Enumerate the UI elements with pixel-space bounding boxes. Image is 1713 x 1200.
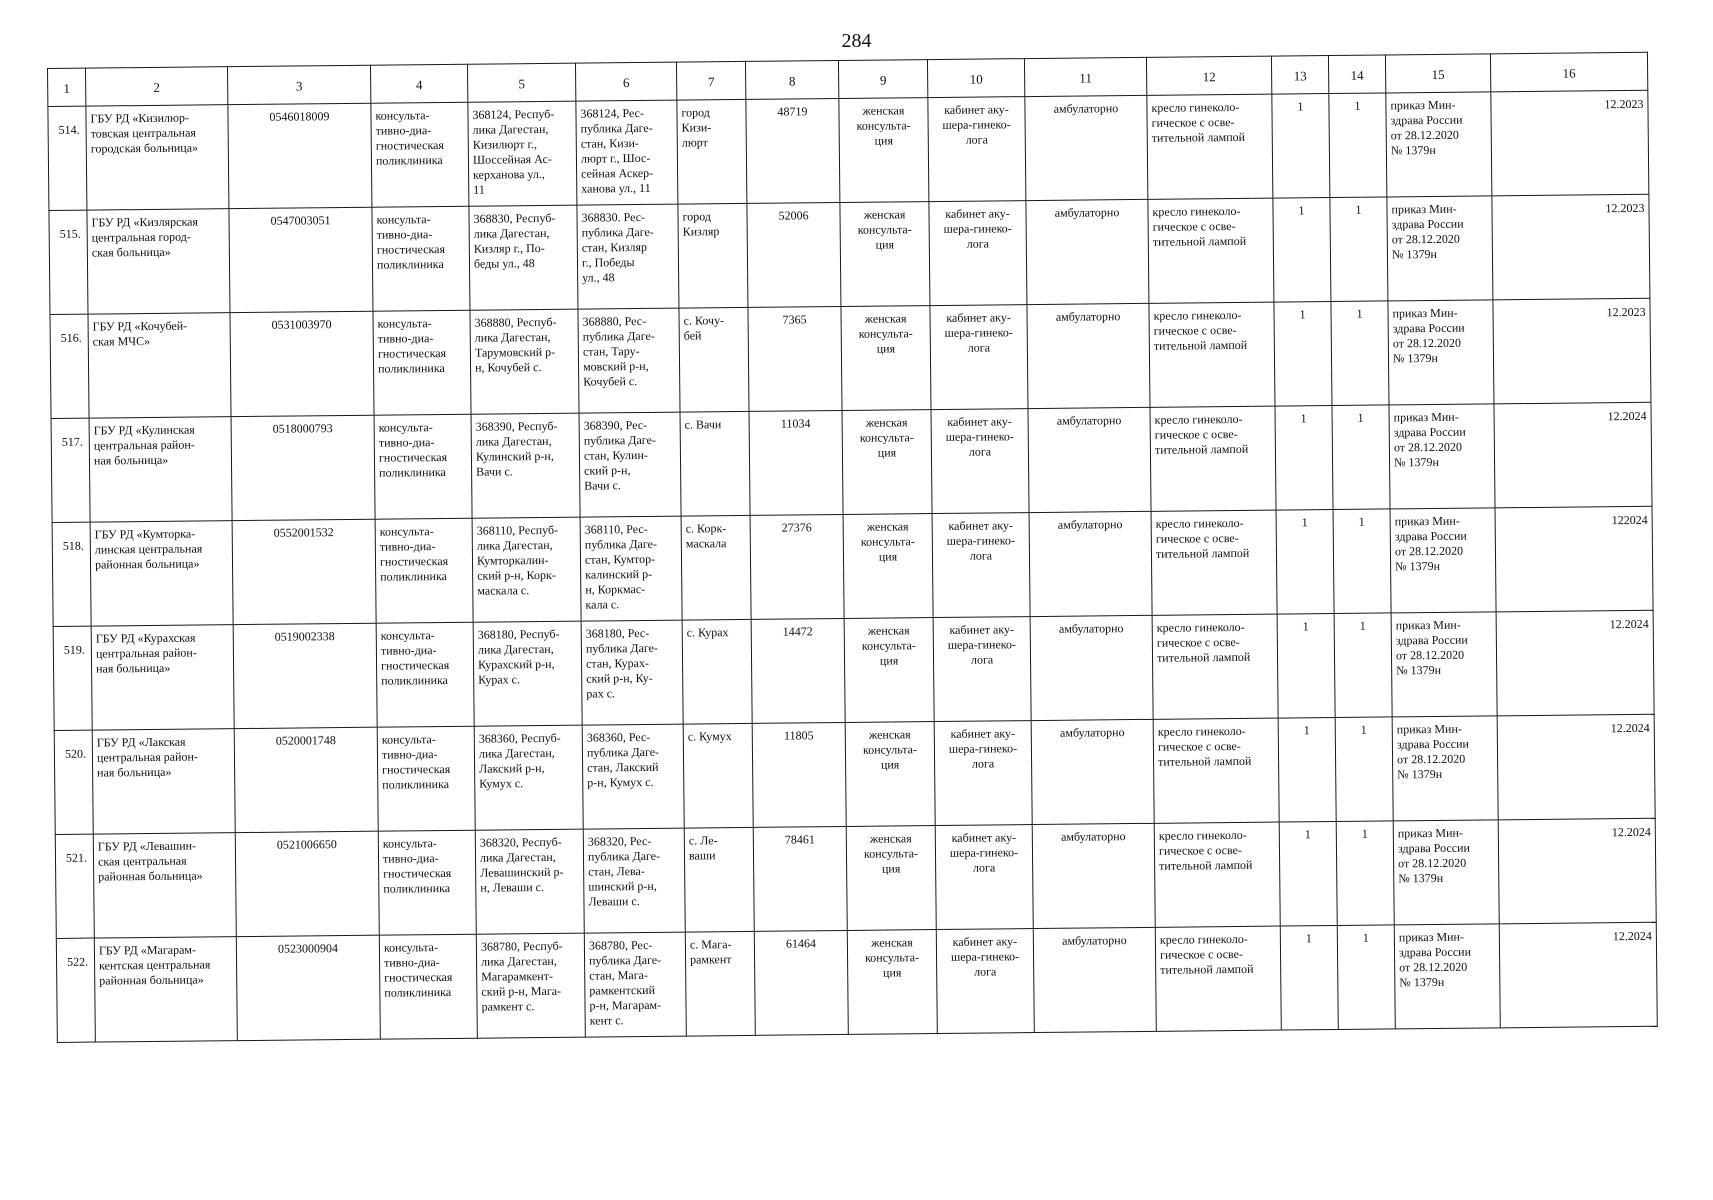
page-number: 284	[841, 30, 872, 52]
inn-code: 0519002338	[233, 623, 377, 728]
header-cell: 5	[467, 63, 575, 102]
order-reference: приказ Мин- здрава России от 28.12.2020 № 1379н	[1386, 92, 1492, 197]
organization-name: ГБУ РД «Кизилюр- товская центральная городская больница»	[86, 105, 229, 210]
header-cell: 15	[1385, 54, 1490, 93]
header-cell: 4	[370, 64, 467, 103]
department-profile: женская консульта- ция	[841, 306, 931, 411]
population: 11805	[752, 722, 846, 827]
locality: с. Кочу- бей	[679, 307, 749, 412]
population: 11034	[749, 410, 843, 515]
facility-type: консульта- тивно-диа- гностическая поликлиника	[375, 518, 473, 623]
organization-name: ГБУ РД «Курахская центральная район- ная больница»	[91, 625, 234, 730]
column-13-value: 1	[1280, 925, 1338, 1030]
header-cell: 14	[1328, 55, 1385, 94]
inn-code: 0547003051	[229, 207, 373, 312]
equipment-name: кресло гинеколо- гическое с осве- тительной лампой	[1150, 406, 1276, 511]
equipment-name: кресло гинеколо- гическое с осве- тительной лампой	[1155, 926, 1281, 1031]
column-14-value: 1	[1336, 821, 1394, 926]
header-cell: 16	[1490, 52, 1647, 92]
row-number: 522.	[56, 938, 95, 1042]
care-form: амбулаторно	[1030, 615, 1153, 720]
equipment-name: кресло гинеколо- гическое с осве- тительной лампой	[1153, 718, 1279, 823]
organization-name: ГБУ РД «Кулинская центральная район- ная больница»	[89, 417, 232, 522]
deadline-date: 12.2024	[1498, 818, 1656, 924]
row-number: 519.	[53, 626, 92, 730]
column-13-value: 1	[1277, 613, 1335, 718]
column-13-value: 1	[1276, 510, 1334, 615]
table-row	[56, 922, 1657, 1042]
actual-address: 368320, Рес- публика Даге- стан, Лева- шинский р-н, Леваши с.	[583, 828, 685, 933]
table-body	[48, 90, 1657, 1042]
organization-name: ГБУ РД «Кочубей- ская МЧС»	[88, 313, 231, 418]
order-reference: приказ Мин- здрава России от 28.12.2020 № 1379н	[1387, 196, 1493, 301]
equipment-name: кресло гинеколо- гическое с осве- тительной лампой	[1147, 94, 1273, 199]
department-profile: женская консульта- ция	[840, 202, 930, 307]
inn-code: 0520001748	[234, 727, 378, 832]
inn-code: 0546018009	[228, 103, 372, 208]
row-number: 517.	[51, 418, 90, 522]
room-name: кабинет аку- шера-гинеко- лога	[928, 97, 1026, 202]
room-name: кабинет аку- шера-гинеко- лога	[934, 721, 1032, 826]
legal-address: 368360, Респуб- лика Дагестан, Лакский р-н, Кумух с.	[474, 725, 583, 830]
equipment-name: кресло гинеколо- гическое с осве- тительной лампой	[1154, 822, 1280, 927]
actual-address: 368390, Рес- публика Даге- стан, Кулин- ский р-н, Вачи с.	[579, 412, 681, 517]
table-row	[51, 402, 1652, 522]
department-profile: женская консульта- ция	[844, 618, 934, 723]
population: 48719	[746, 98, 840, 203]
legal-address: 368390, Респуб- лика Дагестан, Кулинский р-н, Вачи с.	[471, 413, 580, 518]
room-name: кабинет аку- шера-гинеко- лога	[931, 409, 1029, 514]
table-row	[50, 298, 1651, 418]
locality: с. Кумух	[683, 723, 753, 828]
department-profile: женская консульта- ция	[847, 930, 937, 1035]
column-13-value: 1	[1279, 821, 1337, 926]
care-form: амбулаторно	[1026, 199, 1149, 304]
column-14-value: 1	[1337, 925, 1395, 1030]
header-cell: 7	[676, 61, 745, 100]
facility-type: консульта- тивно-диа- гностическая поликлиника	[378, 830, 476, 935]
row-number: 518.	[52, 522, 91, 626]
table-row	[52, 506, 1653, 626]
organization-name: ГБУ РД «Лакская центральная район- ная больница»	[92, 729, 235, 834]
deadline-date: 12.2024	[1496, 610, 1654, 716]
care-form: амбулаторно	[1029, 511, 1152, 616]
department-profile: женская консульта- ция	[843, 514, 933, 619]
inn-code: 0521006650	[235, 831, 379, 936]
header-cell: 8	[745, 60, 838, 99]
legal-address: 368110, Респуб- лика Дагестан, Кумторкалин- ский р-н, Корк- маскала с.	[472, 517, 581, 622]
department-profile: женская консульта- ция	[839, 98, 929, 203]
inn-code: 0518000793	[231, 415, 375, 520]
header-cell: 10	[927, 59, 1024, 98]
locality: с. Корк- маскала	[681, 515, 751, 620]
department-profile: женская консульта- ция	[842, 410, 932, 515]
care-form: амбулаторно	[1032, 823, 1155, 928]
legal-address: 368124, Респуб- лика Дагестан, Кизилюрт г., Шоссейная Ас- керханова ул., 11	[468, 101, 577, 206]
row-number: 520.	[54, 730, 93, 834]
deadline-date: 12.2024	[1494, 402, 1652, 508]
actual-address: 368180, Рес- публика Даге- стан, Курах- ский р-н, Ку- рах с.	[581, 620, 683, 725]
room-name: кабинет аку- шера-гинеко- лога	[930, 305, 1028, 410]
header-cell: 12	[1146, 56, 1271, 95]
inn-code: 0531003970	[230, 311, 374, 416]
table-row	[48, 90, 1649, 210]
inn-code: 0523000904	[236, 935, 380, 1040]
order-reference: приказ Мин- здрава России от 28.12.2020 № 1379н	[1394, 924, 1500, 1029]
locality: с. Вачи	[680, 411, 750, 516]
population: 7365	[748, 306, 842, 411]
care-form: амбулаторно	[1025, 95, 1148, 200]
table-row	[54, 714, 1655, 834]
order-reference: приказ Мин- здрава России от 28.12.2020 № 1379н	[1390, 508, 1496, 613]
facility-type: консульта- тивно-диа- гностическая поликлиника	[372, 206, 470, 311]
header-cell: 2	[86, 67, 228, 106]
equipment-name: кресло гинеколо- гическое с осве- тительной лампой	[1152, 614, 1278, 719]
deadline-date: 12.2024	[1497, 714, 1655, 820]
room-name: кабинет аку- шера-гинеко- лога	[929, 201, 1027, 306]
deadline-date: 12.2023	[1493, 298, 1651, 404]
facility-type: консульта- тивно-диа- гностическая поликлиника	[377, 726, 475, 831]
column-14-value: 1	[1331, 301, 1389, 406]
order-reference: приказ Мин- здрава России от 28.12.2020 № 1379н	[1392, 716, 1498, 821]
facility-type: консульта- тивно-диа- гностическая поликлиника	[373, 310, 471, 415]
header-cell: 1	[48, 68, 86, 106]
population: 78461	[753, 826, 847, 931]
facility-type: консульта- тивно-диа- гностическая поликлиника	[376, 622, 474, 727]
column-13-value: 1	[1274, 302, 1332, 407]
room-name: кабинет аку- шера-гинеко- лога	[932, 513, 1030, 618]
legal-address: 368780, Респуб- лика Дагестан, Магарамкент- ский р-н, Мага- рамкент с.	[476, 933, 585, 1038]
header-cell: 9	[838, 60, 927, 99]
column-13-value: 1	[1272, 94, 1330, 199]
column-14-value: 1	[1334, 613, 1392, 718]
header-cell: 3	[227, 65, 370, 104]
care-form: амбулаторно	[1027, 303, 1150, 408]
room-name: кабинет аку- шера-гинеко- лога	[935, 825, 1033, 930]
table-row	[55, 818, 1656, 938]
row-number: 514.	[48, 106, 87, 210]
equipment-name: кресло гинеколо- гическое с осве- тительной лампой	[1149, 302, 1275, 407]
organization-name: ГБУ РД «Кизлярская центральная город- ская больница»	[87, 209, 230, 314]
actual-address: 368780, Рес- публика Даге- стан, Мага- рамкентский р-н, Магарам- кент с.	[584, 932, 686, 1037]
facility-type: консульта- тивно-диа- гностическая поликлиника	[379, 934, 477, 1039]
deadline-date: 12.2023	[1492, 194, 1650, 300]
actual-address: 368830. Рес- публика Даге- стан, Кизляр г., Победы ул., 48	[577, 204, 679, 309]
legal-address: 368180, Респуб- лика Дагестан, Курахский р-н, Курах с.	[473, 621, 582, 726]
registry-table	[47, 52, 1658, 1043]
column-14-value: 1	[1330, 197, 1388, 302]
order-reference: приказ Мин- здрава России от 28.12.2020 № 1379н	[1388, 300, 1494, 405]
column-13-value: 1	[1278, 717, 1336, 822]
facility-type: консульта- тивно-диа- гностическая поликлиника	[371, 102, 469, 207]
room-name: кабинет аку- шера-гинеко- лога	[933, 617, 1031, 722]
care-form: амбулаторно	[1033, 927, 1156, 1032]
locality: с. Ле- ваши	[684, 827, 754, 932]
order-reference: приказ Мин- здрава России от 28.12.2020 № 1379н	[1391, 612, 1497, 717]
actual-address: 368110, Рес- публика Даге- стан, Кумтор- калинский р- н, Коркмас- кала с.	[580, 516, 682, 621]
table-row	[53, 610, 1654, 730]
row-number: 516.	[50, 314, 89, 418]
registry-sheet	[47, 52, 1657, 1043]
actual-address: 368880, Рес- публика Даге- стан, Тару- мовский р-н, Кочубей с.	[578, 308, 680, 413]
legal-address: 368830, Респуб- лика Дагестан, Кизляр г., По- беды ул., 48	[469, 205, 578, 310]
actual-address: 368360, Рес- публика Даге- стан, Лакский р-н, Кумух с.	[582, 724, 684, 829]
column-13-value: 1	[1275, 406, 1333, 511]
population: 52006	[747, 202, 841, 307]
organization-name: ГБУ РД «Кумторка- линская центральная районная больница»	[90, 521, 233, 626]
equipment-name: кресло гинеколо- гическое с осве- тительной лампой	[1151, 510, 1277, 615]
inn-code: 0552001532	[232, 519, 376, 624]
population: 61464	[754, 930, 848, 1035]
table-row	[49, 194, 1650, 314]
header-cell: 6	[575, 62, 676, 101]
column-14-value: 1	[1329, 93, 1387, 198]
organization-name: ГБУ РД «Магарам- кентская центральная районная больница»	[94, 937, 237, 1042]
column-13-value: 1	[1273, 198, 1331, 303]
row-number: 515.	[49, 210, 88, 314]
header-cell: 13	[1271, 56, 1328, 95]
locality: город Кизи- люрт	[677, 99, 747, 204]
column-14-value: 1	[1333, 509, 1391, 614]
care-form: амбулаторно	[1031, 719, 1154, 824]
order-reference: приказ Мин- здрава России от 28.12.2020 № 1379н	[1389, 404, 1495, 509]
equipment-name: кресло гинеколо- гическое с осве- тительной лампой	[1148, 198, 1274, 303]
deadline-date: 122024	[1495, 506, 1653, 612]
deadline-date: 12.2024	[1499, 922, 1657, 1028]
population: 14472	[751, 618, 845, 723]
order-reference: приказ Мин- здрава России от 28.12.2020 № 1379н	[1393, 820, 1499, 925]
locality: с. Курах	[682, 619, 752, 724]
department-profile: женская консульта- ция	[846, 826, 936, 931]
legal-address: 368880, Респуб- лика Дагестан, Тарумовский р- н, Кочубей с.	[470, 309, 579, 414]
care-form: амбулаторно	[1028, 407, 1151, 512]
locality: город Кизляр	[678, 203, 748, 308]
facility-type: консульта- тивно-диа- гностическая поликлиника	[374, 414, 472, 519]
department-profile: женская консульта- ция	[845, 722, 935, 827]
actual-address: 368124, Рес- публика Даге- стан, Кизи- люрт г., Шос- сейная Аскер- ханова ул., 11	[576, 100, 678, 205]
header-cell: 11	[1024, 57, 1146, 96]
deadline-date: 12.2023	[1491, 90, 1649, 196]
room-name: кабинет аку- шера-гинеко- лога	[936, 929, 1034, 1034]
organization-name: ГБУ РД «Левашин- ская центральная районная больница»	[93, 833, 236, 938]
legal-address: 368320, Респуб- лика Дагестан, Левашинский р- н, Леваши с.	[475, 829, 584, 934]
column-14-value: 1	[1335, 717, 1393, 822]
locality: с. Мага- рамкент	[685, 931, 755, 1036]
row-number: 521.	[55, 834, 94, 938]
population: 27376	[750, 514, 844, 619]
column-14-value: 1	[1332, 405, 1390, 510]
